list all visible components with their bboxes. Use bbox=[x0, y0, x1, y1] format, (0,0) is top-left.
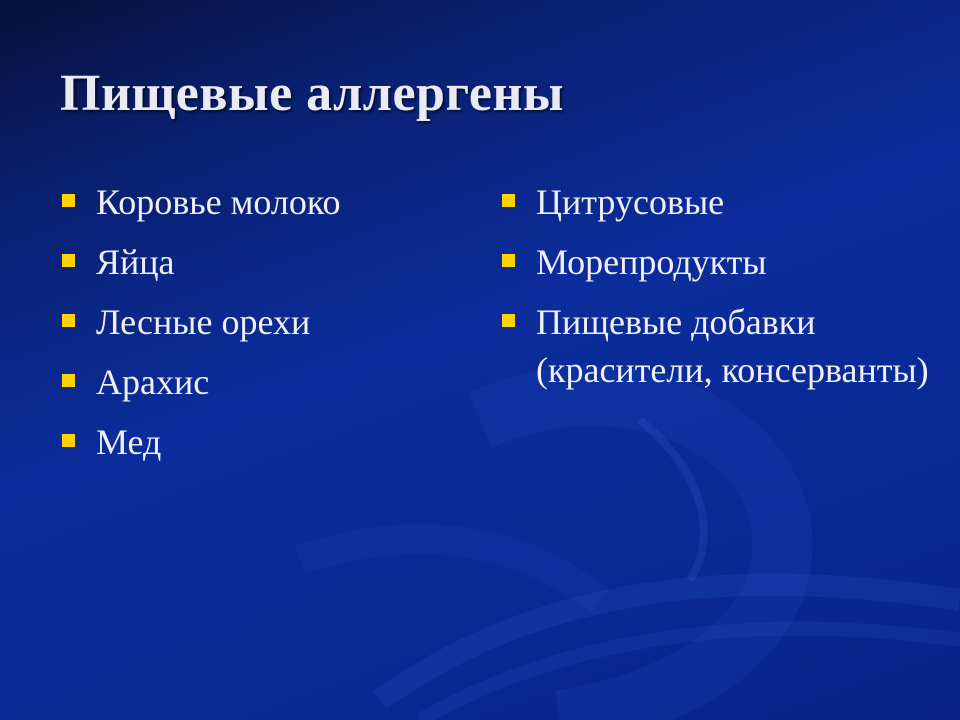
list-item-text: Цитрусовые bbox=[536, 182, 725, 222]
list-item bbox=[60, 358, 460, 406]
list-item-text: Мед bbox=[96, 422, 162, 462]
list-item bbox=[500, 238, 940, 286]
slide-title: Пищевые аллергены bbox=[60, 65, 565, 122]
left-bullet-list bbox=[60, 178, 460, 478]
list-item-text: Пищевые добавки (красители, консерванты) bbox=[536, 302, 929, 390]
square-bullet-icon bbox=[502, 254, 515, 267]
list-item-text: Морепродукты bbox=[536, 242, 767, 282]
list-item-text: Лесные орехи bbox=[96, 302, 311, 342]
list-item bbox=[60, 418, 460, 466]
square-bullet-icon bbox=[62, 434, 75, 447]
square-bullet-icon bbox=[502, 194, 515, 207]
list-item-text: Яйца bbox=[96, 242, 175, 282]
list-item-text: Арахис bbox=[96, 362, 210, 402]
square-bullet-icon bbox=[62, 314, 75, 327]
square-bullet-icon bbox=[62, 254, 75, 267]
list-item bbox=[500, 298, 940, 394]
list-item-text: Коровье молоко bbox=[96, 182, 341, 222]
list-item bbox=[60, 298, 460, 346]
list-item bbox=[60, 238, 460, 286]
square-bullet-icon bbox=[62, 194, 75, 207]
right-bullet-list bbox=[500, 178, 940, 406]
square-bullet-icon bbox=[502, 314, 515, 327]
list-item bbox=[500, 178, 940, 226]
list-item bbox=[60, 178, 460, 226]
square-bullet-icon bbox=[62, 374, 75, 387]
